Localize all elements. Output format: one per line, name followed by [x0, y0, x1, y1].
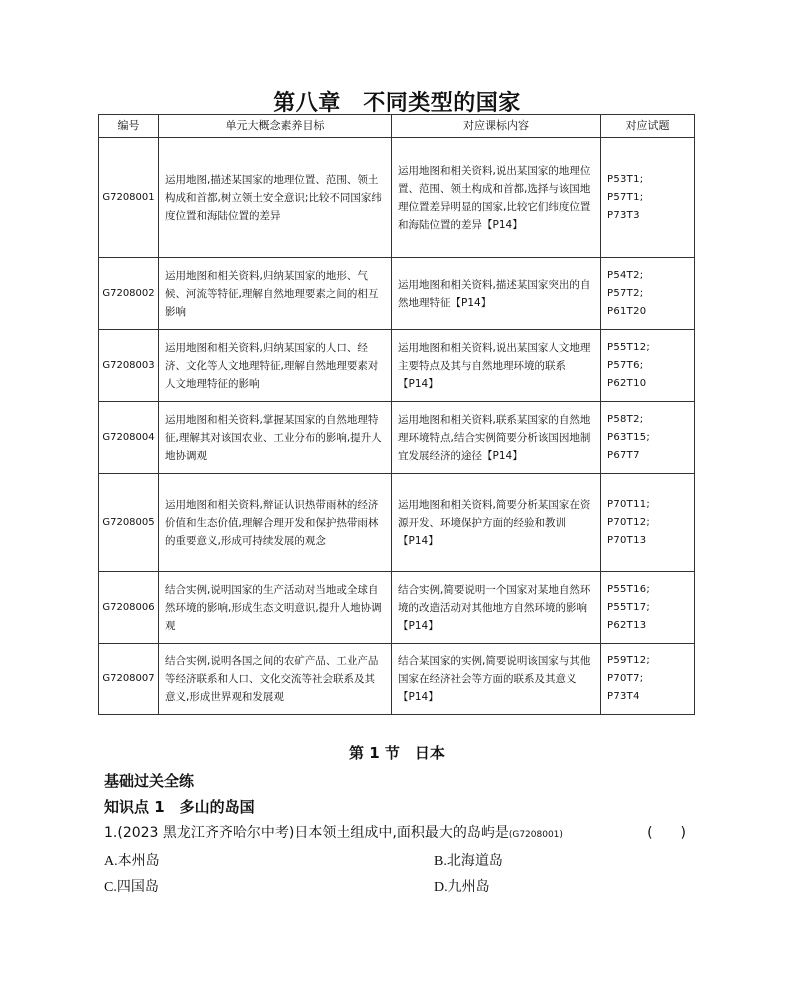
item-ref: P70T12; [607, 516, 651, 528]
table-row [99, 258, 695, 330]
item-ref: P70T11; [607, 498, 651, 510]
item-ref: P62T10 [607, 377, 647, 389]
header-items: 对应试题 [601, 115, 695, 138]
option-b[interactable] [434, 850, 503, 870]
item-ref: P54T2; [607, 269, 644, 281]
answer-blank[interactable]: ( ) [647, 825, 686, 841]
row-goal: 结合实例,说明国家的生产活动对当地或全球自然环境的影响,形成生态文明意识,提升人地协调观 [159, 572, 392, 644]
row-standard: 运用地图和相关资料,联系某国家的自然地理环境特点,结合实例简要分析该国因地制宜发展经济的途径【P14】 [392, 402, 601, 474]
row-goal: 运用地图和相关资料,归纳某国家的人口、经济、文化等人文地理特征,理解自然地理要素对人文地理特征的影响 [159, 330, 392, 402]
item-ref: P62T13 [607, 619, 647, 631]
item-ref: P59T12; [607, 655, 651, 666]
table-row [99, 644, 695, 715]
row-code: G7208007 [99, 644, 159, 715]
option-text: 九州岛 [447, 879, 490, 895]
table-row [99, 474, 695, 572]
knowledge-point-heading: 知识点 1 多山的岛国 [104, 798, 255, 816]
item-ref: P67T7 [607, 449, 640, 461]
row-items [601, 474, 695, 572]
question-code: (G7208001) [508, 830, 563, 840]
item-ref: P57T2; [607, 287, 644, 299]
option-key: B. [434, 854, 447, 869]
row-standard: 运用地图和相关资料,说出某国家的地理位置、范围、领土构成和首都,选择与该国地理位置差异明显的国家,比较它们纬度位置和海陆位置的差异【P14】 [392, 138, 601, 258]
item-ref: P57T1; [607, 191, 644, 203]
table-row [99, 138, 695, 258]
row-goal: 运用地图和相关资料,辩证认识热带雨林的经济价值和生态价值,理解合理开发和保护热带雨林的重要意义,形成可持续发展的观念 [159, 474, 392, 572]
table-row [99, 330, 695, 402]
option-key: C. [104, 880, 117, 895]
row-standard: 结合实例,简要说明一个国家对某地自然环境的改造活动对其他地方自然环境的影响【P14】 [392, 572, 601, 644]
practice-heading: 基础过关全练 [104, 772, 195, 790]
item-ref: P70T13 [607, 534, 647, 546]
row-code: G7208002 [99, 258, 159, 330]
item-ref: P61T20 [607, 305, 647, 317]
option-text: 本州岛 [117, 853, 160, 869]
chapter-title: 第八章 不同类型的国家 [273, 91, 521, 116]
table-row [99, 572, 695, 644]
row-standard: 运用地图和相关资料,描述某国家突出的自然地理特征【P14】 [392, 258, 601, 330]
row-code: G7208003 [99, 330, 159, 402]
item-ref: P55T17; [607, 601, 651, 613]
row-items [601, 572, 695, 644]
item-ref: P53T1; [607, 173, 644, 185]
question-stem: 日本领土组成中,面积最大的岛屿是 [294, 825, 509, 841]
section-title: 第 1 节 日本 [349, 744, 445, 762]
table-header-row [99, 115, 695, 138]
option-a[interactable] [104, 850, 160, 870]
item-ref: P73T3 [607, 209, 640, 221]
row-goal: 结合实例,说明各国之间的农矿产品、工业产品等经济联系和人口、文化交流等社会联系及其意义,形成世界观和发展观 [159, 644, 392, 715]
header-standard: 对应课标内容 [392, 115, 601, 138]
row-code: G7208005 [99, 474, 159, 572]
row-code: G7208006 [99, 572, 159, 644]
curriculum-standards-table [98, 114, 695, 715]
item-ref: P70T7; [607, 673, 644, 684]
row-code: G7208001 [99, 138, 159, 258]
header-goal: 单元大概念素养目标 [159, 115, 392, 138]
row-standard: 运用地图和相关资料,说出某国家人文地理主要特点及其与自然地理环境的联系【P14】 [392, 330, 601, 402]
header-code: 编号 [99, 115, 159, 138]
option-key: A. [104, 854, 118, 869]
row-goal: 运用地图和相关资料,掌握某国家的自然地理特征,理解其对该国农业、工业分布的影响,提升人地协调观 [159, 402, 392, 474]
option-text: 四国岛 [116, 879, 159, 895]
row-goal: 运用地图和相关资料,归纳某国家的地形、气候、河流等特征,理解自然地理要素之间的相互影响 [159, 258, 392, 330]
row-items [601, 138, 695, 258]
row-code: G7208004 [99, 402, 159, 474]
option-key: D. [434, 880, 448, 895]
option-c[interactable] [104, 876, 159, 896]
option-text: 北海道岛 [446, 853, 503, 869]
table-row [99, 402, 695, 474]
row-items [601, 644, 695, 715]
item-ref: P55T12; [607, 341, 651, 353]
row-goal: 运用地图,描述某国家的地理位置、范围、领土构成和首都,树立领土安全意识;比较不同国家纬度位置和海陆位置的差异 [159, 138, 392, 258]
row-standard: 结合某国家的实例,简要说明该国家与其他国家在经济社会等方面的联系及其意义【P14】 [392, 644, 601, 715]
item-ref: P63T15; [607, 431, 651, 443]
option-d[interactable] [434, 876, 490, 896]
question-number: 1. [104, 825, 118, 841]
row-items [601, 330, 695, 402]
item-ref: P57T6; [607, 359, 644, 371]
question-source: (2023 黑龙江齐齐哈尔中考) [117, 825, 295, 841]
item-ref: P58T2; [607, 413, 644, 425]
question-1 [104, 822, 694, 842]
row-items [601, 258, 695, 330]
row-standard: 运用地图和相关资料,简要分析某国家在资源开发、环境保护方面的经验和教训【P14】 [392, 474, 601, 572]
item-ref: P73T4 [607, 691, 640, 702]
row-items [601, 402, 695, 474]
item-ref: P55T16; [607, 583, 651, 595]
